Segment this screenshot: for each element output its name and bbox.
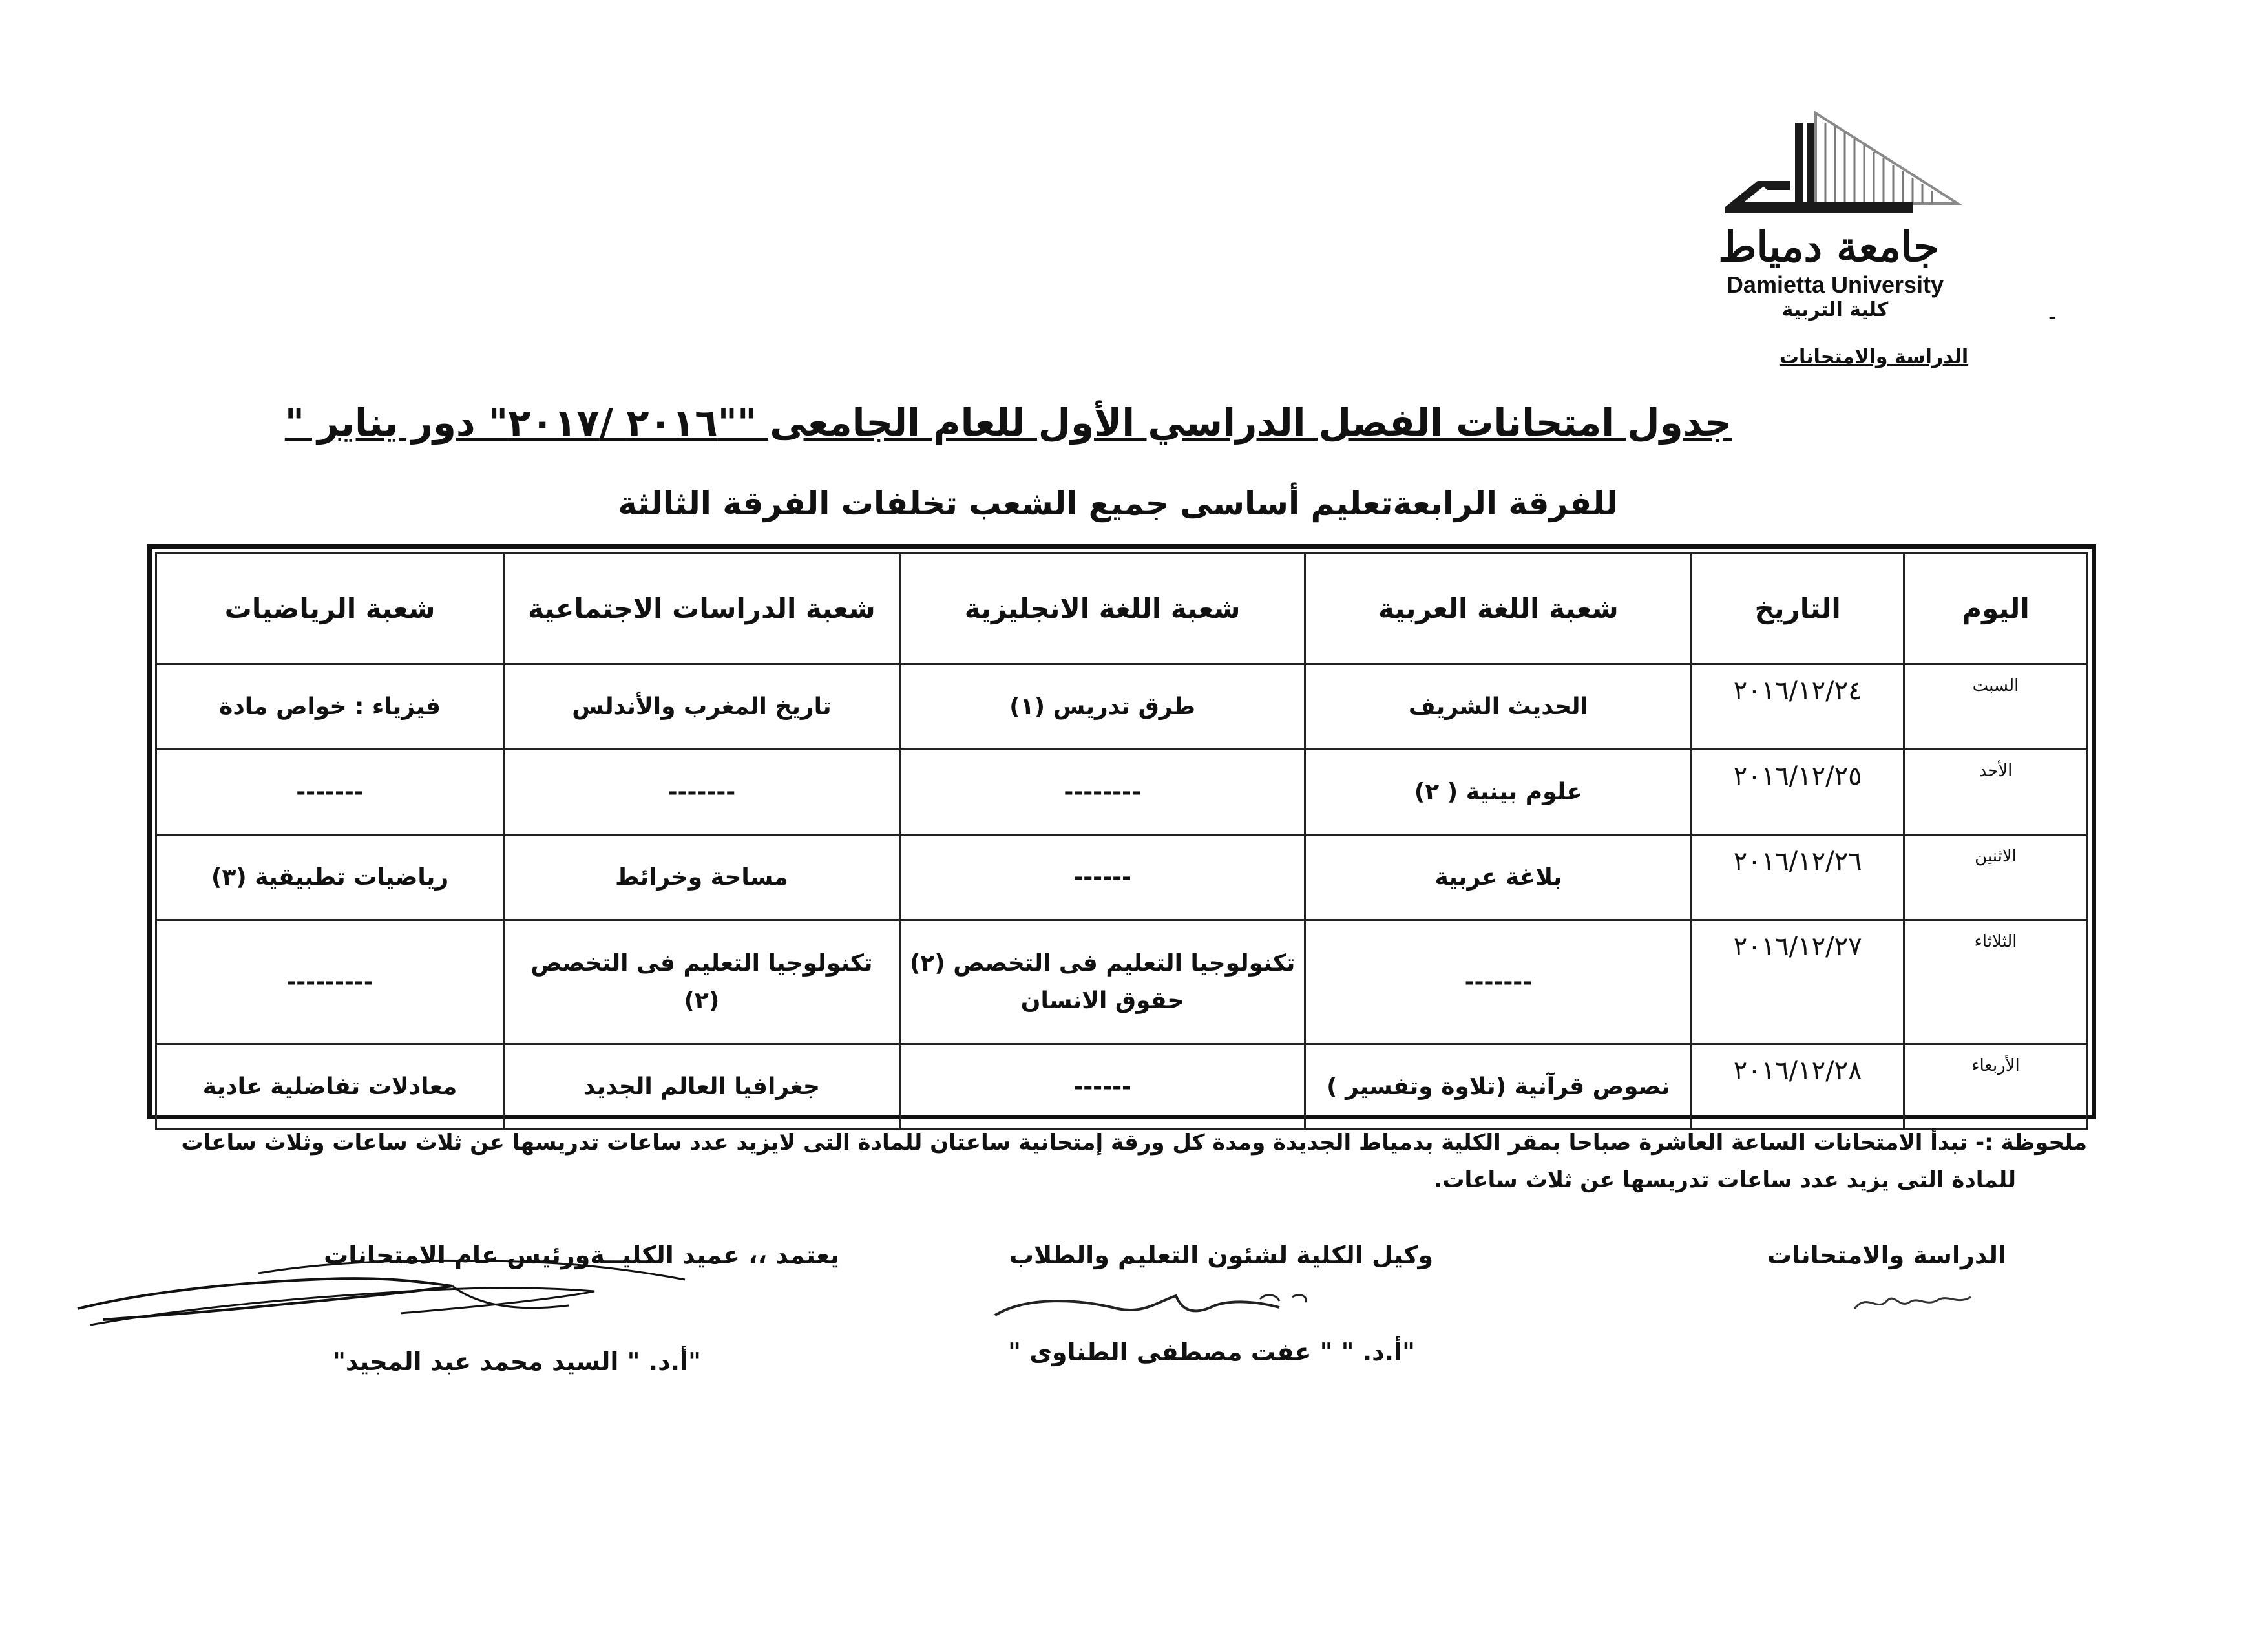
cell-day: الثلاثاء — [1904, 920, 2088, 1044]
header-arabic: شعبة اللغة العربية — [1305, 553, 1692, 664]
handwritten-initials-exams — [1848, 1283, 1977, 1322]
cell-social: ------- — [504, 750, 900, 835]
cell-english-line2: حقوق الانسان — [1020, 987, 1184, 1014]
cell-english: طرق تدريس (١) — [899, 664, 1305, 750]
cell-day: السبت — [1904, 664, 2088, 750]
cell-arabic: ------- — [1305, 920, 1692, 1044]
cell-english: ------ — [899, 1044, 1305, 1130]
cell-date: ٢٠١٦/١٢/٢٥ — [1692, 750, 1904, 835]
cell-social: تاريخ المغرب والأندلس — [504, 664, 900, 750]
cell-day: الأحد — [1904, 750, 2088, 835]
cell-arabic: بلاغة عربية — [1305, 835, 1692, 920]
handwritten-signature-vice-dean — [989, 1283, 1350, 1335]
university-emblem-icon — [1719, 110, 1964, 220]
page-title: جدول امتحانات الفصل الدراسي الأول للعام الجامعى ""٢٠١٦ /٢٠١٧" دور يناير " — [284, 401, 1732, 445]
cell-english: -------- — [899, 750, 1305, 835]
table-row — [156, 920, 2088, 1044]
cell-date: ٢٠١٦/١٢/٢٦ — [1692, 835, 1904, 920]
table-row — [156, 1044, 2088, 1130]
cell-date: ٢٠١٦/١٢/٢٤ — [1692, 664, 1904, 750]
cell-arabic: نصوص قرآنية (تلاوة وتفسير ) — [1305, 1044, 1692, 1130]
header-social: شعبة الدراسات الاجتماعية — [504, 553, 900, 664]
cell-math: ------- — [156, 750, 504, 835]
header-math: شعبة الرياضيات — [156, 553, 504, 664]
cell-english-line1: تكنولوجيا التعليم فى التخصص (٢) — [909, 949, 1296, 977]
exam-schedule-table — [155, 552, 2088, 1130]
note-line-2: للمادة التى يزيد عدد ساعات تدريسها عن ثلاث ساعات. — [1434, 1167, 2016, 1193]
stray-mark: - — [2048, 304, 2057, 330]
table-row — [156, 750, 2088, 835]
cell-english: ------ — [899, 835, 1305, 920]
signature-dean-title: يعتمد ،، عميد الكليــةورئيس عام الامتحانات — [324, 1241, 839, 1269]
cell-math: رياضيات تطبيقية (٣) — [156, 835, 504, 920]
cell-social: تكنولوجيا التعليم فى التخصص (٢) — [504, 920, 900, 1044]
cell-math: معادلات تفاضلية عادية — [156, 1044, 504, 1130]
header-english: شعبة اللغة الانجليزية — [899, 553, 1305, 664]
cell-date: ٢٠١٦/١٢/٢٨ — [1692, 1044, 1904, 1130]
page-subtitle: للفرقة الرابعةتعليم أساسى جميع الشعب تخلفات الفرقة الثالثة — [618, 485, 1618, 522]
university-name-arabic: جامعة دمياط — [1718, 223, 1939, 271]
cell-arabic: الحديث الشريف — [1305, 664, 1692, 750]
table-header-row — [156, 553, 2088, 664]
cell-social: جغرافيا العالم الجديد — [504, 1044, 900, 1130]
department-name: الدراسة والامتحانات — [1779, 346, 1969, 368]
signature-exams-title: الدراسة والامتحانات — [1767, 1241, 2007, 1269]
cell-day: الأربعاء — [1904, 1044, 2088, 1130]
cell-math: --------- — [156, 920, 504, 1044]
table-row — [156, 835, 2088, 920]
university-name-english: Damietta University — [1726, 271, 1944, 298]
handwritten-signature-dean — [65, 1247, 724, 1351]
header-day: اليوم — [1904, 553, 2088, 664]
university-logo — [1680, 110, 2016, 298]
cell-english — [899, 920, 1305, 1044]
signature-vice-dean-title: وكيل الكلية لشئون التعليم والطلاب — [1009, 1241, 1434, 1269]
cell-math: فيزياء : خواص مادة — [156, 664, 504, 750]
exam-schedule-table-frame — [147, 544, 2096, 1119]
signature-dean-name: "أ.د. " السيد محمد عبد المجيد" — [333, 1347, 701, 1376]
table-row — [156, 664, 2088, 750]
exam-note — [149, 1125, 2087, 1199]
cell-arabic: علوم بينية ( ٢) — [1305, 750, 1692, 835]
cell-date: ٢٠١٦/١٢/٢٧ — [1692, 920, 1904, 1044]
cell-social: مساحة وخرائط — [504, 835, 900, 920]
faculty-name: كلية التربية — [1781, 299, 1889, 321]
header-date: التاريخ — [1692, 553, 1904, 664]
cell-day: الاثنين — [1904, 835, 2088, 920]
note-line-1: ملحوظة :- تبدأ الامتحانات الساعة العاشرة صباحا بمقر الكلية بدمياط الجديدة ومدة كل ورقة إمتحانية ساعتان للمادة التى لايزيد عدد ساعات تدريسها عن ثلاث ساعات وثلاث ساعات — [181, 1130, 2087, 1156]
signature-vice-dean-name: "أ.د. " " عفت مصطفى الطناوى " — [1008, 1338, 1415, 1366]
